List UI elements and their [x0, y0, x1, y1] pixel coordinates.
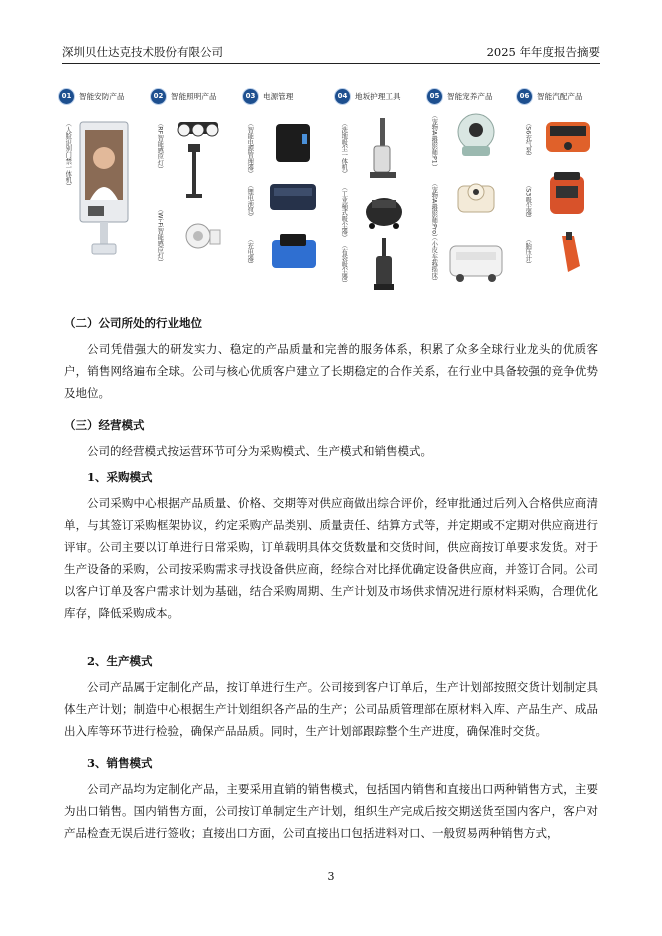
category-auto-parts: [516, 84, 608, 302]
category-name: 智能照明产品: [171, 91, 217, 101]
section-business-model-title: （三）经营模式: [64, 418, 145, 432]
category-title: [426, 86, 493, 106]
procurement-model-title: 1、采购模式: [87, 470, 153, 484]
category-number-badge: 01: [58, 88, 75, 105]
section-industry-position-text: 公司凭借强大的研发实力、稳定的产品质量和完善的服务体系，积累了众多全球行业龙头的优质客户，销售网络遍布全球。公司与核心优质客户建立了长期稳定的合作关系，在行业中具备较强的竞争优势及地位。: [64, 342, 598, 400]
pet-care-products-image: [446, 110, 508, 294]
power-products-image: [266, 120, 322, 290]
product-label: （智能电源管理器）: [246, 120, 254, 177]
page-header: [62, 44, 600, 64]
production-model-text: 公司产品属于定制化产品，按订单进行生产。公司接到客户订单后，生产计划部按照交货计划制定具体生产计划；制造中心根据生产计划组织各产品的生产；公司品质管理部在原材料入库、产品生产、成品出入库等环节进行检验，确保产品品质。同时，生产计划部跟踪整个生产进度，确保准时交货。: [64, 680, 598, 738]
category-name: 智能宠养产品: [447, 91, 493, 101]
product-label: （工业桶式吸尘器）: [340, 184, 348, 241]
section-industry-position-title: （二）公司所处的行业地位: [64, 316, 202, 330]
product-label: （充电器）: [246, 236, 254, 268]
category-title: [516, 86, 583, 106]
category-name: 智能汽配产品: [537, 91, 583, 101]
header-rule: [62, 63, 600, 64]
category-name: 电源管理: [263, 91, 294, 101]
header-company: 深圳贝仕达克技术股份有限公司: [62, 45, 223, 59]
category-title: [58, 86, 125, 106]
product-label: （洗地吸尘一体机）: [340, 120, 348, 177]
smart-light-image: [170, 118, 228, 268]
product-label: （S6充气泵）: [524, 120, 532, 160]
category-lighting: [150, 84, 242, 302]
section-business-model-text: 公司的经营模式按运营环节可分为采购模式、生产模式和销售模式。: [87, 444, 432, 458]
category-name: 地坂护理工具: [355, 91, 401, 101]
auto-parts-products-image: [540, 116, 598, 286]
category-name: 智能安防产品: [79, 91, 125, 101]
category-title: [242, 86, 293, 106]
face-recognition-terminal-image: [76, 120, 132, 270]
category-title: [334, 86, 401, 106]
category-floor-care: [334, 84, 426, 302]
sales-model-text: 公司产品均为定制化产品，主要采用直销的销售模式，包括国内销售和直接出口两种销售方式，主要为出口销售。国内销售方面，公司按订单制定生产计划，组织生产完成后按交期送货至国内客户，客户对产品检查无误后进行签收；直接出口方面，公司直接出口包括进料对口、一般贸易两种销售方式，: [64, 782, 598, 840]
product-label: （锂电池包）: [246, 182, 254, 220]
category-number-badge: 04: [334, 88, 351, 105]
product-label: （宠物AI摄影师Pro）: [430, 180, 438, 241]
category-number-badge: 02: [150, 88, 167, 105]
product-label: （RF智能感应灯）: [156, 120, 164, 173]
page-number: 3: [327, 870, 335, 883]
category-number-badge: 06: [516, 88, 533, 105]
product-label: （小皮车载摇床）: [430, 234, 438, 285]
product-figure: [58, 84, 608, 302]
product-label: （人脸识别门禁一体机）: [64, 120, 72, 190]
category-title: [150, 86, 217, 106]
category-power: [242, 84, 334, 302]
floor-care-products-image: [356, 116, 412, 294]
production-model-title: 2、生产模式: [87, 654, 153, 668]
procurement-model-text: 公司采购中心根据产品质量、价格、交期等对供应商做出综合评价，经审批通过后列入合格供应商清单，与其签订采购框架协议，约定采购产品类别、质量责任、结算方式等，并定期或不定期对供应商进行评审。公司主要以订单进行日常采购，订单载明具体交货数量和交货时间，供应商按订单要求发货。对于生产设备的采购，公司按采购需求寻找设备供应商，经综合对比择优确定设备供应商，并签订合同。公司以客户订单及客户需求计划为基础，结合采购周期、生产计划及市场供求情况进行原材料采购，合理优化库存，降低采购成本。: [64, 496, 598, 620]
product-label: （Wi-Fi智能感应灯）: [156, 206, 164, 266]
category-security: [58, 84, 150, 302]
sales-model-title: 3、销售模式: [87, 756, 153, 770]
header-report-title: 2025 年年度报告摘要: [486, 45, 600, 59]
product-label: （S3吸尘器）: [524, 182, 532, 222]
product-label: （胎压计）: [524, 236, 532, 268]
category-pet-care: [426, 84, 518, 302]
category-number-badge: 03: [242, 88, 259, 105]
product-label: （宠物AI摄影师P1）: [430, 112, 438, 171]
category-number-badge: 05: [426, 88, 443, 105]
product-label: （布袋吸尘器）: [340, 242, 348, 287]
